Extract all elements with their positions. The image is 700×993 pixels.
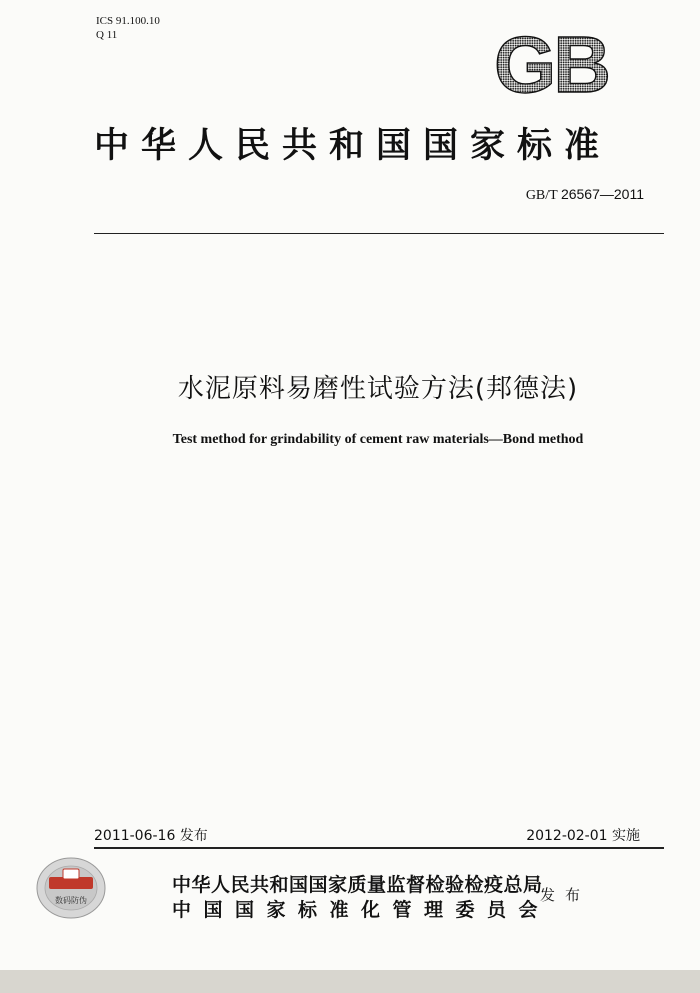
document-title-chinese: 水泥原料易磨性试验方法(邦德法) [177, 374, 579, 404]
ccs-code: Q 11 [96, 29, 118, 41]
standard-code: 26567—2011 [560, 186, 644, 202]
anti-counterfeit-seal-icon [34, 855, 108, 921]
standard-prefix: GB/T [525, 188, 561, 203]
ics-code: ICS 91.100.10 [96, 15, 160, 27]
document-title-english: Test method for grindability of cement raw materials—Bond method [172, 432, 584, 447]
gb-logo-text: GB [494, 30, 608, 100]
footer-divider [94, 847, 664, 849]
seal-label: 数码防伪 [55, 896, 87, 905]
issuer-line-1: 中华人民共和国国家质量监督检验检疫总局 [172, 874, 543, 896]
standard-number [526, 186, 644, 204]
implementation-date: 2012-02-01 实施 [526, 828, 640, 844]
scan-bottom-edge [0, 970, 700, 993]
gb-logo [488, 30, 614, 100]
header-divider [94, 233, 664, 234]
issuer-line-2: 中国国家标准化管理委员会 [172, 899, 551, 921]
publish-label: 发布 [540, 886, 591, 904]
issue-date: 2011-06-16 发布 [94, 828, 208, 844]
national-standard-title: 中华人民共和国国家标准 [94, 125, 612, 166]
classification-codes [96, 14, 160, 42]
